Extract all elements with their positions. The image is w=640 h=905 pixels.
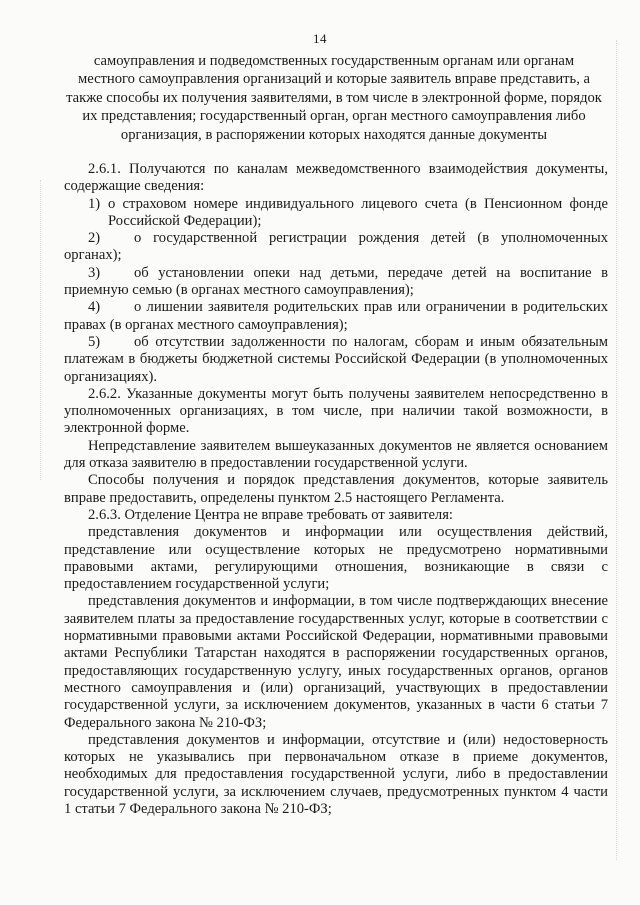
list-item-number: 1)	[88, 195, 101, 212]
paragraph-requirement-1: представления документов и информации или осуществления действий, представление или осуществление которых не предусмотрено нормативными правовыми актами, регулирующими отношения, возникающие в связи с предоставлением государственной услуги;	[64, 524, 608, 593]
list-item-text: о государственной регистрации рождения детей (в уполномоченных органах);	[64, 230, 608, 264]
paragraph-2-6-1: 2.6.1. Получаются по каналам межведомственного взаимодействия документы, содержащие сведения:	[64, 161, 608, 195]
list-item-number: 3)	[88, 264, 101, 281]
paragraph-requirement-2: представления документов и информации, в том числе подтверждающих внесение заявителем платы за предоставление государственных услуг, которые в соответствии с нормативными правовыми актами Российской Федерации, нормативными правовыми актами Республики Татарстан находятся в распоряжении государственных органов, предоставляющих государственную услугу, иных государственных органов, органов местного самоуправления и (или) организаций, участвующих в предоставлении государственной услуги, за исключением документов, указанных в части 6 статьи 7 Федерального закона № 210-ФЗ;	[64, 593, 608, 731]
list-item	[64, 334, 608, 386]
list-item	[64, 230, 608, 265]
scan-artifact	[40, 180, 41, 480]
list-item-text: о лишении заявителя родительских прав или ограничении в родительских правах (в органах местного самоуправления);	[64, 299, 608, 333]
scan-artifact	[616, 40, 617, 860]
list-item	[64, 196, 608, 231]
paragraph-methods: Способы получения и порядок представления документов, которые заявитель вправе предоставить, определены пунктом 2.5 настоящего Регламента.	[64, 472, 608, 506]
paragraph-non-submission: Непредставление заявителем вышеуказанных документов не является основанием для отказа заявителю в предоставлении государственной услуги.	[64, 437, 608, 472]
list-item-text: об установлении опеки над детьми, передаче детей на воспитание в приемную семью (в органах местного самоуправления);	[64, 264, 608, 299]
list-item-number: 5)	[88, 333, 101, 350]
list-item-text: о страховом номере индивидуального лицевого счета (в Пенсионном фонде Российской Федерации);	[108, 195, 608, 229]
paragraph-2-6-2: 2.6.2. Указанные документы могут быть получены заявителем непосредственно в уполномоченных организациях, в том числе, при наличии такой возможности, в электронной форме.	[64, 385, 608, 437]
list-item-number: 2)	[88, 230, 101, 247]
section-heading: самоуправления и подведомственных государственным органам или органам местного самоуправления организаций и которые заявитель вправе представить, а также способы их получения заявителями, в том числе в электронной форме, порядок их представления; государственный орган, орган местного самоуправления либо организация, в распоряжении которых находятся данные документы	[66, 53, 602, 143]
page-number: 14	[313, 31, 327, 46]
list-item-number: 4)	[88, 299, 101, 316]
paragraph-requirement-3: представления документов и информации, отсутствие и (или) недостоверность которых не указывались при первоначальном отказе в приеме документов, необходимых для предоставления государственной услуги, либо в предоставлении государственной услуги, за исключением случаев, предусмотренных пунктом 4 части 1 статьи 7 Федерального закона № 210-ФЗ;	[64, 731, 608, 817]
document-body	[64, 161, 608, 818]
list-item	[64, 299, 608, 334]
list-item-text: об отсутствии задолженности по налогам, сборам и иным обязательным платежам в бюджеты бюджетной системы Российской Федерации (в уполномоченных организациях).	[64, 333, 608, 385]
list-item	[64, 265, 608, 300]
paragraph-2-6-3: 2.6.3. Отделение Центра не вправе требовать от заявителя:	[88, 506, 453, 523]
